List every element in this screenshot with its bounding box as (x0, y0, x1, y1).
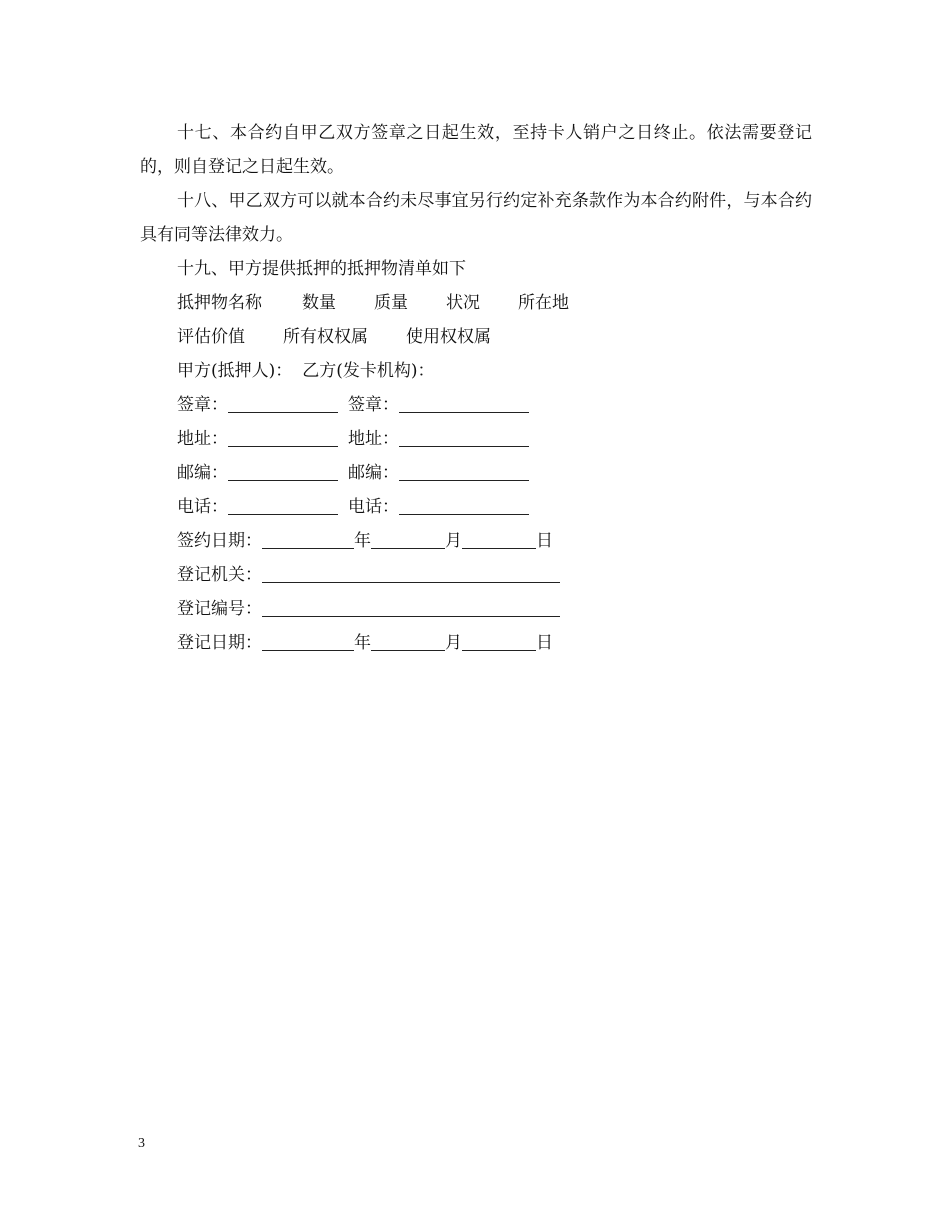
party-a-postcode-label: 邮编： (177, 463, 228, 483)
signing-date-row (140, 524, 812, 558)
registration-month-label: 月 (445, 633, 462, 653)
address-row (140, 422, 812, 456)
party-b-seal-label: 签章： (348, 395, 399, 415)
collateral-col-quantity: 数量 (302, 293, 336, 313)
party-a-phone-blank[interactable] (228, 496, 338, 515)
party-b-seal-blank[interactable] (399, 394, 529, 413)
collateral-col-location: 所在地 (518, 293, 569, 313)
clause-19: 十九、甲方提供抵押的抵押物清单如下 (177, 259, 466, 279)
registration-day-blank[interactable] (462, 632, 536, 651)
party-a-label: 甲方(抵押人)： (177, 361, 293, 381)
clause-18: 十八、甲乙双方可以就本合约未尽事宜另行约定补充条款作为本合约附件，与本合约具有同等法律效力。 (140, 191, 812, 245)
postcode-row (140, 456, 812, 490)
collateral-col-condition: 状况 (446, 293, 480, 313)
registration-number-blank[interactable] (262, 598, 560, 617)
collateral-col-quality: 质量 (374, 293, 408, 313)
party-b-address-label: 地址： (348, 429, 399, 449)
party-b-phone-label: 电话： (348, 497, 399, 517)
registration-authority-row (140, 558, 812, 592)
party-b-address-blank[interactable] (399, 428, 529, 447)
party-b-postcode-blank[interactable] (399, 462, 529, 481)
party-b-phone-blank[interactable] (399, 496, 529, 515)
party-a-phone-label: 电话： (177, 497, 228, 517)
registration-authority-label: 登记机关： (177, 565, 262, 585)
registration-date-label: 登记日期： (177, 633, 262, 653)
party-a-seal-blank[interactable] (228, 394, 338, 413)
registration-number-label: 登记编号： (177, 599, 262, 619)
collateral-header-row-2 (140, 320, 812, 354)
seal-row (140, 388, 812, 422)
registration-year-blank[interactable] (262, 632, 354, 651)
phone-row (140, 490, 812, 524)
document-body (140, 116, 812, 660)
parties-row (140, 354, 812, 388)
collateral-col-valuation: 评估价值 (177, 327, 245, 347)
page-number: 3 (138, 1136, 145, 1151)
signing-date-label: 签约日期： (177, 531, 262, 551)
party-b-label: 乙方(发卡机构)： (302, 361, 435, 381)
collateral-header-row-1 (140, 286, 812, 320)
registration-authority-blank[interactable] (262, 564, 560, 583)
collateral-col-usage-rights: 使用权权属 (406, 327, 491, 347)
signing-month-label: 月 (445, 531, 462, 551)
collateral-col-name: 抵押物名称 (177, 293, 262, 313)
party-a-address-blank[interactable] (228, 428, 338, 447)
registration-day-label: 日 (536, 633, 553, 653)
registration-number-row (140, 592, 812, 626)
signing-year-label: 年 (354, 531, 371, 551)
party-a-address-label: 地址： (177, 429, 228, 449)
registration-date-row (140, 626, 812, 660)
signing-day-label: 日 (536, 531, 553, 551)
registration-month-blank[interactable] (371, 632, 445, 651)
party-a-seal-label: 签章： (177, 395, 228, 415)
signing-year-blank[interactable] (262, 530, 354, 549)
signing-month-blank[interactable] (371, 530, 445, 549)
party-b-postcode-label: 邮编： (348, 463, 399, 483)
party-a-postcode-blank[interactable] (228, 462, 338, 481)
signing-day-blank[interactable] (462, 530, 536, 549)
registration-year-label: 年 (354, 633, 371, 653)
clause-17: 十七、本合约自甲乙双方签章之日起生效，至持卡人销户之日终止。依法需要登记的，则自登记之日起生效。 (140, 123, 812, 177)
collateral-col-ownership: 所有权权属 (283, 327, 368, 347)
